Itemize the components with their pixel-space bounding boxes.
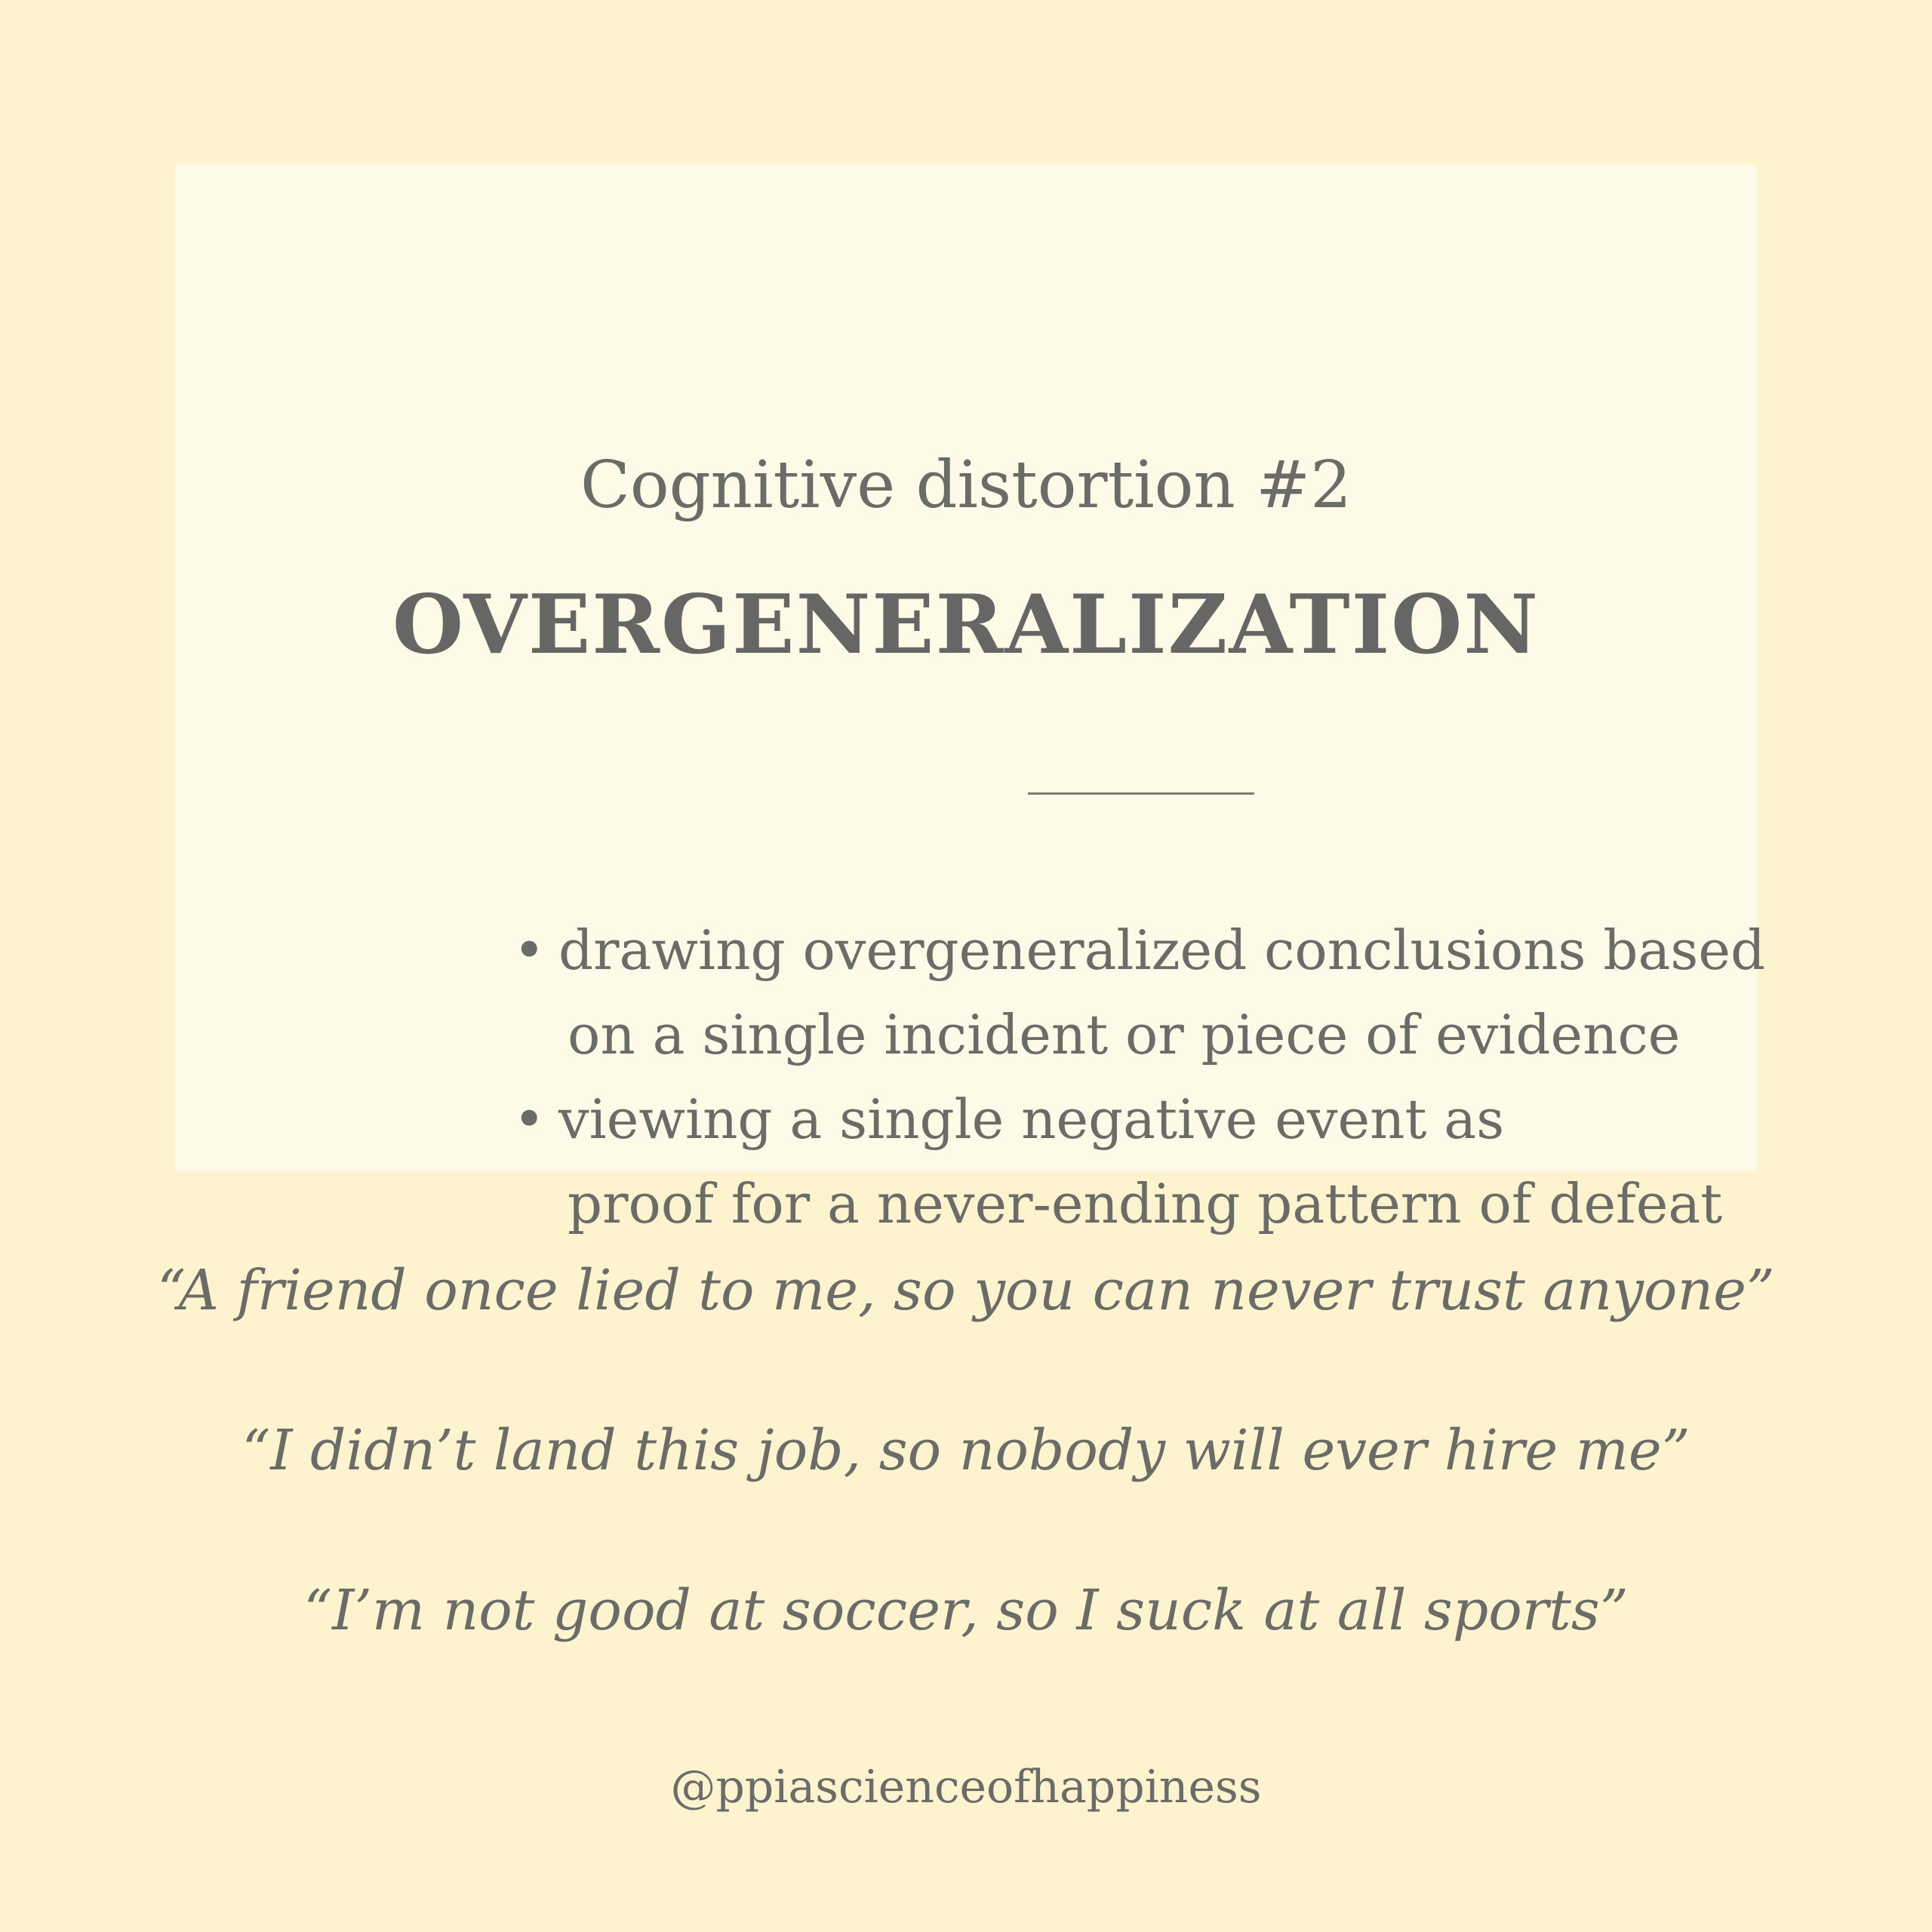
bullet-icon: • [513,918,546,982]
definition-list [507,908,1765,1246]
subtitle: Cognitive distortion #2 [580,448,1352,523]
definition-line: drawing overgeneralized conclusions based [558,918,1766,982]
definition-line: on a single incident or piece of evidence [568,1003,1681,1066]
example-quote: “I didn’t land this job, so nobody will ever hire me” [242,1418,1690,1483]
example-quote: “I’m not good at soccer, so I suck at all sports” [303,1578,1629,1643]
bullet-icon: • [513,1088,546,1151]
definition-line: viewing a single negative event as [558,1088,1505,1151]
page-title: OVERGENERALIZATION [392,577,1540,672]
example-quotes [0,1245,1932,1725]
divider [1028,792,1254,795]
example-quote: “A friend once lied to me, so you can never trust anyone” [157,1258,1775,1323]
definition-item [507,908,1765,1077]
definition-line: proof for a never-ending pattern of defeat [568,1172,1723,1235]
definition-card [175,165,1766,1235]
social-handle: @ppiascienceofhappiness [670,1761,1262,1814]
definition-item [507,1077,1765,1246]
